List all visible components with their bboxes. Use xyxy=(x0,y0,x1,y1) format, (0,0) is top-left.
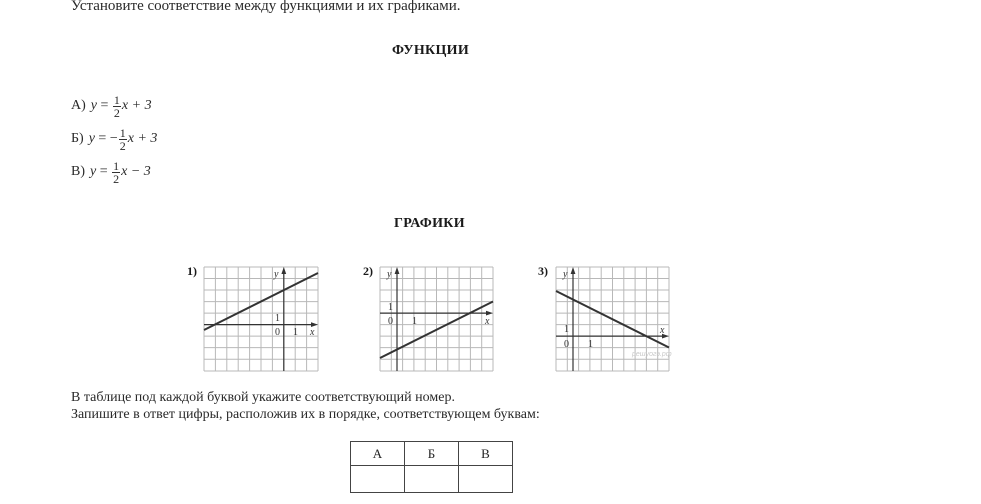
function-lhs: y xyxy=(90,98,97,113)
answer-cell-c[interactable] xyxy=(459,466,513,493)
instruction-line-2: Запишите в ответ цифры, расположив их в порядке, соответствующем буквам: xyxy=(71,407,540,422)
fraction-denominator: 2 xyxy=(113,171,120,186)
fraction-numerator: 1 xyxy=(113,158,120,173)
x-axis-label: x xyxy=(660,325,665,336)
y-axis-label: y xyxy=(563,269,568,280)
x-axis-arrow-icon xyxy=(486,311,493,316)
x-unit-label: 1 xyxy=(588,339,593,350)
function-c: В) y = $\frac{1}{2}$ x − 3 xyxy=(71,158,151,186)
function-label: В) xyxy=(71,164,85,179)
y-axis-label: y xyxy=(274,269,279,280)
function-rest: x + 3 xyxy=(127,131,158,146)
origin-label: 0 xyxy=(275,327,280,338)
function-label: А) xyxy=(71,98,86,113)
y-unit-label: 1 xyxy=(275,313,280,324)
fraction-denominator: 2 xyxy=(113,105,120,120)
y-unit-label: 1 xyxy=(388,302,393,313)
function-label: Б) xyxy=(71,131,84,146)
fraction-numerator: 1 xyxy=(113,92,120,107)
answer-table-header-row xyxy=(351,442,513,466)
x-unit-label: 1 xyxy=(412,316,417,327)
function-rest: x − 3 xyxy=(121,164,151,179)
answer-header-b: Б xyxy=(405,442,459,466)
fraction xyxy=(119,127,127,152)
function-a: А) y = $\frac{1}{2}$ x + 3 xyxy=(71,92,152,120)
y-axis-arrow-icon xyxy=(281,267,286,274)
graph-1-label: 1) xyxy=(187,264,197,278)
answer-table xyxy=(350,441,513,493)
function-rest: x + 3 xyxy=(121,98,152,113)
x-axis-label: x xyxy=(310,327,315,338)
graph-2 xyxy=(380,267,493,371)
fraction xyxy=(112,160,120,185)
graph-1 xyxy=(204,267,318,371)
fraction xyxy=(113,94,121,119)
answer-cell-b[interactable] xyxy=(405,466,459,493)
fraction-numerator: 1 xyxy=(119,125,126,140)
function-sign: − xyxy=(109,131,118,146)
function-lhs: y xyxy=(90,164,97,179)
origin-label: 0 xyxy=(564,339,569,350)
y-axis-label: y xyxy=(387,269,392,280)
function-b: Б) y = − $\frac{1}{2}$ x + 3 xyxy=(71,125,158,153)
task-intro: Установите соответствие между функциями и их графиками. xyxy=(71,0,461,14)
y-unit-label: 1 xyxy=(564,324,569,335)
x-unit-label: 1 xyxy=(293,327,298,338)
watermark: решуогэ.рф xyxy=(632,351,672,358)
graph-2-label: 2) xyxy=(363,264,373,278)
x-axis-label: x xyxy=(485,316,490,327)
graph-3-label: 3) xyxy=(538,264,548,278)
answer-cell-a[interactable] xyxy=(351,466,405,493)
functions-heading: ФУНКЦИИ xyxy=(392,43,470,58)
graph-3 xyxy=(556,267,672,371)
y-axis-arrow-icon xyxy=(395,267,400,274)
answer-table-value-row xyxy=(351,466,513,493)
answer-header-c: В xyxy=(459,442,513,466)
answer-header-a: А xyxy=(351,442,405,466)
y-axis-arrow-icon xyxy=(571,267,576,274)
origin-label: 0 xyxy=(388,316,393,327)
fraction-denominator: 2 xyxy=(119,138,126,153)
graphs-heading: ГРАФИКИ xyxy=(394,216,465,231)
function-lhs: y xyxy=(88,131,95,146)
instruction-line-1: В таблице под каждой буквой укажите соответствующий номер. xyxy=(71,390,455,405)
